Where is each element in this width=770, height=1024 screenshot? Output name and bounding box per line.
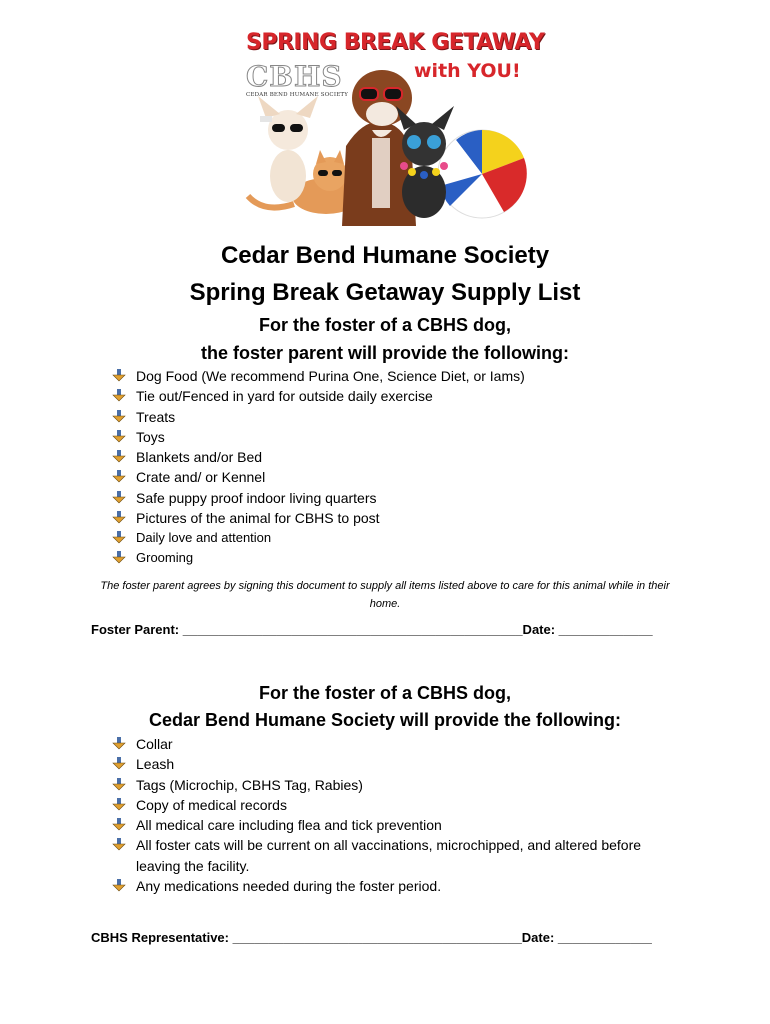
list-item-text: All foster cats will be current on all vaccinations, microchipped, and altered before leaving the facility. (136, 837, 642, 874)
list-item (112, 835, 672, 876)
spring-break-banner (234, 26, 545, 226)
section1-heading-line1: For the foster of a CBHS dog, (259, 315, 511, 335)
list-item (112, 775, 672, 795)
arrow-bullet-icon (112, 410, 126, 423)
list-item-text: Grooming (136, 549, 194, 565)
list-item (112, 548, 672, 568)
list-item (112, 508, 672, 528)
beach-ball-icon (438, 130, 527, 218)
list-item-text: Collar (136, 736, 173, 752)
list-item-text: Daily love and attention (136, 530, 272, 546)
list-item-text: Tags (Microchip, CBHS Tag, Rabies) (136, 776, 363, 793)
list-item (112, 488, 672, 508)
list-item-text: Toys (136, 428, 165, 445)
list-item-text: Dog Food (We recommend Purina One, Science Diet, or Iams) (136, 368, 525, 384)
list-item (112, 467, 672, 487)
arrow-bullet-icon (112, 879, 126, 892)
list-item-text: Safe puppy proof indoor living quarters (136, 489, 377, 506)
list-item (112, 427, 672, 447)
section1-heading-line2: the foster parent will provide the following: (200, 343, 569, 363)
arrow-bullet-icon (112, 389, 126, 402)
arrow-bullet-icon (112, 369, 126, 382)
list-item (112, 407, 672, 427)
section2-heading-line1: For the foster of a CBHS dog, (259, 683, 511, 703)
arrow-bullet-icon (112, 757, 126, 770)
arrow-bullet-icon (112, 491, 126, 504)
arrow-bullet-icon (112, 737, 126, 750)
list-item-text: Tie out/Fenced in yard for outside daily exercise (136, 388, 433, 405)
arrow-bullet-icon (112, 778, 126, 791)
arrow-bullet-icon (112, 531, 126, 544)
list-item (112, 734, 672, 754)
arrow-bullet-icon (112, 430, 126, 443)
document-title: Spring Break Getaway Supply List (189, 279, 581, 306)
list-item-text: Any medications needed during the foster period. (136, 878, 442, 895)
banner-subtitle: with YOU! (414, 60, 521, 82)
agreement-note: The foster parent agrees by signing this document to supply all items listed above to care for this animal while in their home. (100, 580, 670, 610)
list-item-text: Treats (136, 408, 176, 425)
list-item (112, 815, 672, 835)
arrow-bullet-icon (112, 511, 126, 524)
list-item-text: Leash (136, 756, 175, 773)
list-item-text: Blankets and/or Bed (136, 449, 263, 466)
list-item (112, 366, 672, 386)
list-item (112, 447, 672, 467)
list-item-text: Copy of medical records (136, 796, 287, 813)
cbhs-provided-list (112, 734, 672, 896)
foster-parent-supply-list (112, 366, 672, 567)
foster-parent-signature-line: Foster Parent: _______________________________________________Date: _____________ (91, 622, 653, 637)
cbhs-representative-signature-line: CBHS Representative: ________________________________________Date: _____________ (91, 930, 652, 945)
list-item (112, 795, 672, 815)
list-item-text: Pictures of the animal for CBHS to post (136, 510, 380, 527)
pets-illustration (234, 26, 534, 226)
banner-title: SPRING BREAK GETAWAY (246, 30, 545, 55)
list-item-text: All medical care including flea and tick prevention (136, 817, 442, 834)
arrow-bullet-icon (112, 551, 126, 564)
list-item (112, 528, 672, 548)
cbhs-logo-name: CEDAR BEND HUMANE SOCIETY (246, 92, 349, 98)
arrow-bullet-icon (112, 818, 126, 831)
list-item (112, 876, 672, 896)
list-item (112, 754, 672, 774)
arrow-bullet-icon (112, 470, 126, 483)
org-title: Cedar Bend Humane Society (220, 242, 550, 269)
arrow-bullet-icon (112, 450, 126, 463)
arrow-bullet-icon (112, 838, 126, 851)
section2-heading-line2: Cedar Bend Humane Society will provide the following: (148, 710, 622, 730)
cbhs-logo: CBHS (246, 60, 343, 93)
arrow-bullet-icon (112, 798, 126, 811)
list-item (112, 386, 672, 406)
list-item-text: Crate and/ or Kennel (136, 469, 266, 486)
